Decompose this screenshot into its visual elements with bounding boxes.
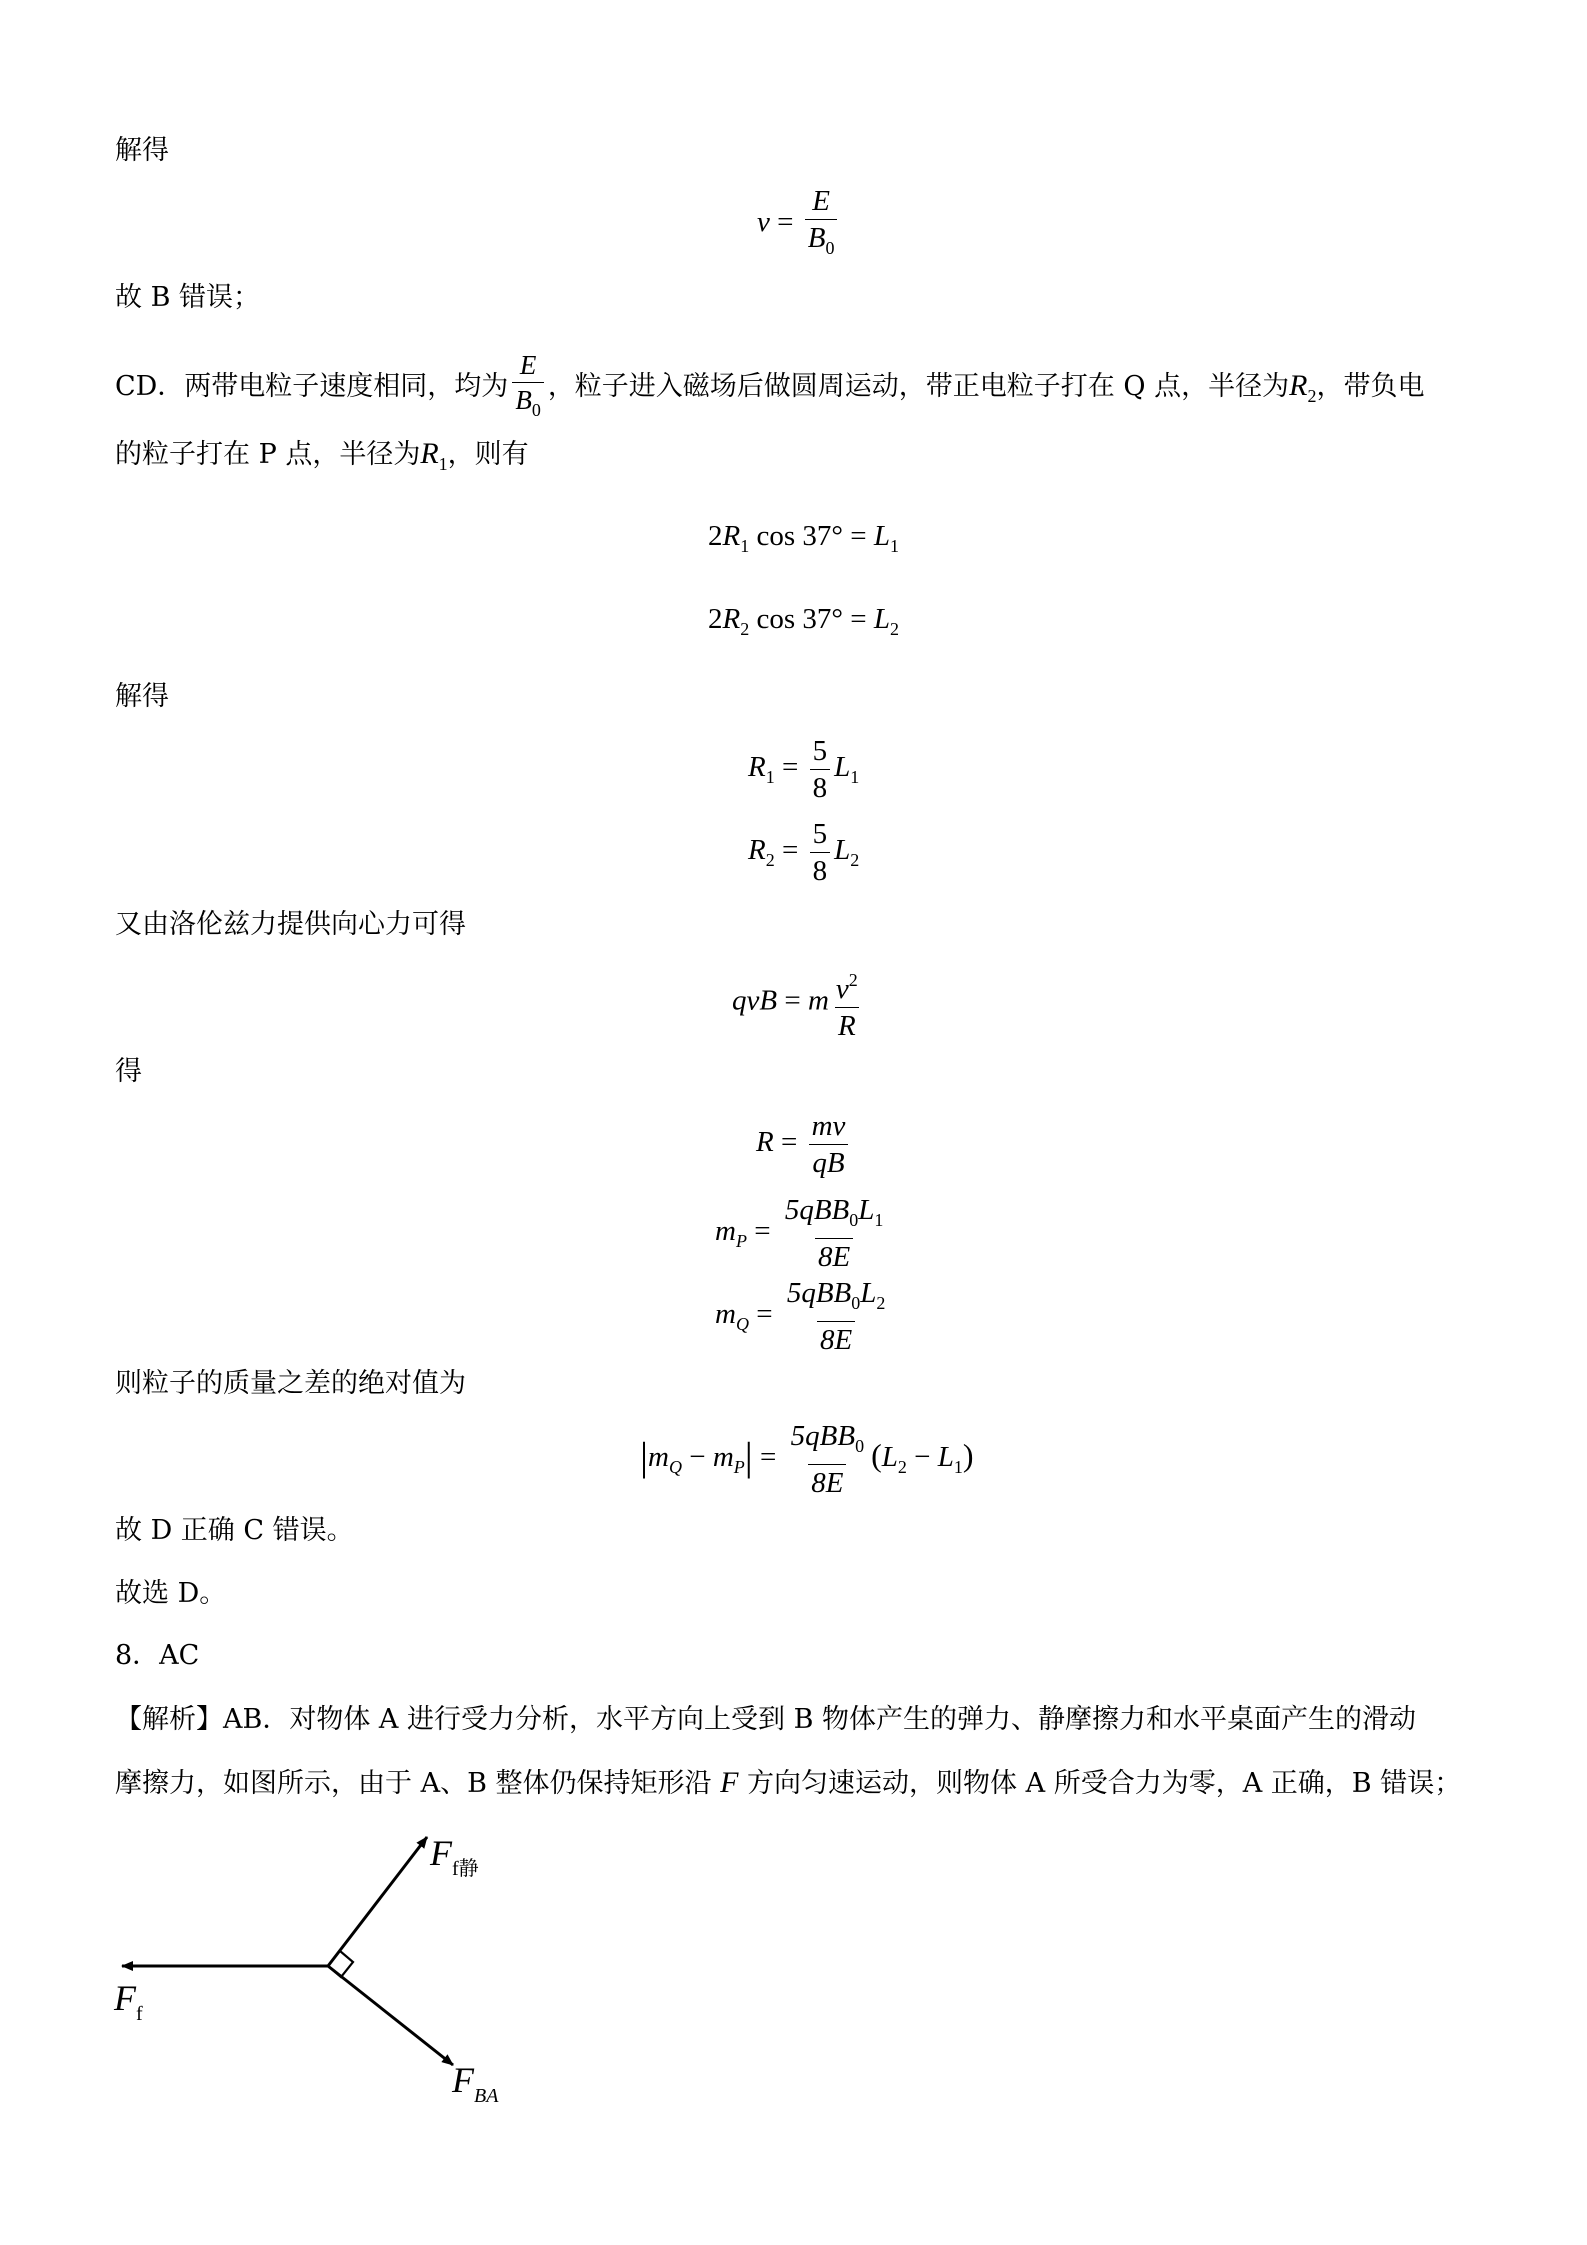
text-line: 的粒子打在 P 点，半径为$R_1$，则有 xyxy=(115,437,529,474)
equation-mass-difference: $|m_Q - m_P|$ = $\frac{5qBB_0}{8E}$ $(L_2 - L_1)$ xyxy=(640,1420,974,1499)
text-line: 解得 xyxy=(115,135,169,166)
equation-velocity: v = $\frac{E}{B_0}$ xyxy=(757,185,841,264)
normal-force-arrow xyxy=(328,1966,453,2065)
equation-mp: $m_P$ = $\frac{5qBB_0L_1}{8E}$ xyxy=(715,1194,884,1273)
equation-r2-cos: $2R_2$ $\cos 37^\circ = L_2$ xyxy=(708,603,899,639)
text-line: 故 D 正确 C 错误。 xyxy=(115,1515,354,1546)
text-line-cd: CD．两带电粒子速度相同，均为 $\frac{E}{B_0}$ ，粒子进入磁场后做圆周运动，带正电粒子打在 Q 点，半径为$R_2$，带负电 xyxy=(115,350,1424,425)
equation-r1: $R_1$ = $\frac{5}{8}$ $L_1$ xyxy=(748,735,860,804)
normal-force-label: $F_{BA}$ xyxy=(452,2060,499,2107)
equation-r2: $R_2$ = $\frac{5}{8}$ $L_2$ xyxy=(748,818,860,887)
text-line: 则粒子的质量之差的绝对值为 xyxy=(115,1368,466,1399)
text-line: 摩擦力，如图所示，由于 A、B 整体仍保持矩形沿 F 方向匀速运动，则物体 A 所受合力为零，A 正确，B 错误； xyxy=(115,1766,1462,1799)
text-line: 故 B 错误； xyxy=(115,282,261,313)
force-diagram xyxy=(100,1820,520,2110)
question-number: 8．AC xyxy=(115,1640,200,1671)
right-angle-mark xyxy=(328,1951,353,1977)
equation-r1-cos: $2R_1$ $\cos 37^\circ = L_1$ xyxy=(708,520,899,556)
equation-lorentz: qvB = m $\frac{v^2}{R}$ xyxy=(732,970,858,1042)
text-line: 解得 xyxy=(115,681,169,712)
text-line: 又由洛伦兹力提供向心力可得 xyxy=(115,909,466,940)
equation-radius: R = $\frac{mv}{qB}$ xyxy=(756,1110,852,1179)
friction-label: $F_f$ xyxy=(114,1978,143,2025)
static-friction-label: $F_{f静}$ xyxy=(430,1833,479,1880)
text-line: 故选 D。 xyxy=(115,1578,227,1609)
text-line: 得 xyxy=(115,1056,142,1087)
text-line: 【解析】AB．对物体 A 进行受力分析，水平方向上受到 B 物体产生的弹力、静摩擦力和水平桌面产生的滑动 xyxy=(115,1704,1417,1735)
equation-mq: $m_Q$ = $\frac{5qBB_0L_2}{8E}$ xyxy=(715,1277,886,1356)
static-friction-arrow xyxy=(328,1837,427,1966)
